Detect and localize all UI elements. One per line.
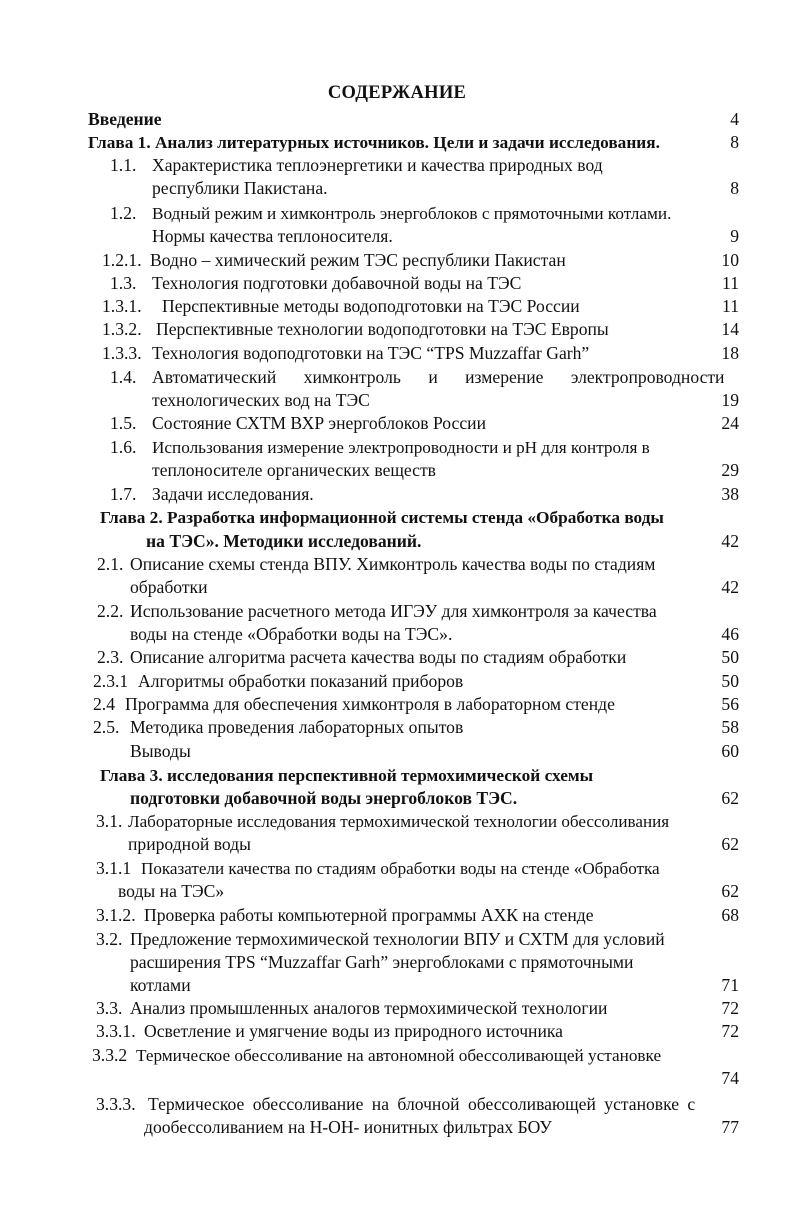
toc-page-number: 42 [721, 577, 739, 597]
toc-page-number: 9 [730, 226, 739, 246]
toc-page-number: 11 [722, 296, 739, 316]
toc-entry-number: 2.2. [97, 601, 124, 621]
toc-entry-number: 1.2.1. [102, 250, 142, 270]
toc-page-number: 62 [721, 881, 739, 901]
toc-chapter-heading-continued: подготовки добавочной воды энергоблоков ТЭС. [130, 788, 518, 808]
toc-entry-text: Проверка работы компьютерной программы АХК на стенде [144, 905, 594, 925]
toc-chapter-heading: Глава 2. Разработка информационной системы стенда «Обработка воды [100, 508, 664, 527]
toc-entry-text-continued: котлами [130, 975, 191, 995]
toc-chapter-heading [88, 131, 660, 154]
toc-entry-text: Предложение термохимической технологии ВПУ и СХТМ для условий [130, 929, 665, 949]
toc-entry-number: 2.4 [93, 694, 115, 714]
toc-entry-number: 2.1. [97, 554, 124, 574]
toc-entry-text: Водно – химический режим ТЭС республики Пакистан [150, 250, 566, 270]
toc-page-number: 72 [721, 998, 739, 1018]
toc-entry-number: 3.1.2. [96, 905, 136, 925]
toc-page-number: 11 [722, 273, 739, 293]
toc-page-number: 58 [721, 717, 739, 737]
toc-entry-text: Перспективные технологии водоподготовки на ТЭС Европы [156, 319, 609, 339]
toc-entry-number: 1.3.1. [102, 296, 142, 316]
toc-entry-text-full: Термическое обессоливание на блочной обессоливающей установке с [148, 1094, 696, 1114]
toc-page-number: 62 [721, 788, 739, 808]
page-title: СОДЕРЖАНИЕ [327, 83, 467, 103]
toc-entry [88, 108, 162, 131]
toc-entry-text: Методика проведения лабораторных опытов [130, 717, 464, 737]
toc-chapter-heading: Глава 3. исследования перспективной термохимической схемы [100, 766, 594, 785]
toc-page-number: 19 [721, 390, 739, 410]
toc-entry-text: Показатели качества по стадиям обработки воды на стенде «Обработка [141, 859, 660, 878]
toc-entry-text: Введение [88, 109, 162, 129]
toc-entry-number: 2.3.1 [93, 671, 129, 691]
toc-entry-text-continued: теплоносителе органических веществ [152, 460, 436, 480]
toc-entry-text: Перспективные методы водоподготовки на ТЭС России [162, 296, 580, 316]
toc-entry-text: Состояние СХТМ ВХР энергоблоков России [152, 413, 486, 433]
toc-entry-text: Анализ промышленных аналогов термохимической технологии [130, 998, 608, 1018]
toc-entry-number: 2.5. [93, 717, 120, 737]
toc-entry-text [148, 1093, 739, 1116]
toc-entry-text: Технология подготовки добавочной воды на ТЭС [152, 273, 522, 293]
toc-entry-number: 3.3.1. [96, 1021, 136, 1041]
toc-entry-number: 1.1. [110, 155, 137, 175]
toc-page-number: 38 [721, 484, 739, 504]
toc-page-number: 46 [721, 624, 739, 644]
toc-entry-number: 3.3. [96, 998, 123, 1018]
toc-entry-text: Использования измерение электропроводности и pH для контроля в [152, 438, 650, 457]
toc-entry-text-full: Автоматический химконтроль и измерение электропроводности [152, 367, 725, 387]
toc-entry-number: 3.1.1 [96, 858, 132, 878]
toc-entry-number: 1.7. [110, 484, 137, 504]
toc-chapter-heading-continued: на ТЭС». Методики исследований. [146, 531, 422, 551]
toc-entry-text-continued: воды на ТЭС» [118, 881, 225, 901]
toc-entry-text-continued: дообессоливанием на Н-ОН- ионитных фильтрах БОУ [144, 1117, 552, 1137]
toc-entry-text-continued: технологических вод на ТЭС [152, 390, 370, 410]
toc-entry-number: 1.3.2. [102, 319, 142, 339]
toc-page-number: 18 [721, 343, 739, 363]
toc-page-number: 10 [721, 250, 739, 270]
toc-entry-number: 1.2. [110, 203, 137, 223]
toc-entry-number: 1.6. [110, 437, 137, 457]
toc-entry-text: Алгоритмы обработки показаний приборов [138, 671, 464, 691]
toc-entry-text-continued: республики Пакистана. [152, 178, 328, 198]
toc-entry-text: Глава 1. Анализ литературных источников. Цели и задачи исследования. [88, 133, 660, 152]
toc-page-number: 4 [730, 109, 739, 129]
toc-entry-text-continued: воды на стенде «Обработки воды на ТЭС». [130, 624, 453, 644]
toc-page-number: 29 [721, 460, 739, 480]
toc-entry-text: Водный режим и химконтроль энергоблоков с прямоточными котлами. [152, 204, 672, 223]
toc-entry-text: Технология водоподготовки на ТЭС “TPS Muzzaffar Garh” [152, 343, 590, 363]
toc-entry-text: Задачи исследования. [152, 484, 314, 504]
toc-entry-number: 3.3.2 [92, 1045, 128, 1065]
toc-entry-text: Описание алгоритма расчета качества воды по стадиям обработки [130, 647, 627, 667]
toc-entry-number: 3.2. [96, 929, 123, 949]
toc-entry-text-continued: природной воды [128, 834, 251, 854]
toc-entry-text-continued: обработки [130, 577, 208, 597]
toc-entry-text: Лабораторные исследования термохимической технологии обессоливания [128, 812, 670, 831]
toc-page-number: 68 [721, 905, 739, 925]
toc-entry-number: 1.4. [110, 367, 137, 387]
toc-page-number: 77 [721, 1117, 739, 1137]
toc-page-number: 8 [730, 132, 739, 152]
toc-page-number: 62 [721, 834, 739, 854]
toc-entry-number: 1.5. [110, 413, 137, 433]
toc-entry-text: Термическое обессоливание на автономной обессоливающей установке [136, 1046, 662, 1065]
toc-page-number: 14 [721, 319, 739, 339]
toc-entry-number: 1.3.3. [102, 343, 142, 363]
toc-entry-number: 2.3. [97, 647, 124, 667]
toc-entry-text-continued: расширения TPS “Muzzaffar Garh” энергоблоками с прямоточными [130, 952, 634, 972]
toc-page-number: 60 [721, 741, 739, 761]
toc-entry-number: 3.1. [96, 811, 123, 831]
toc-entry-text: Характеристика теплоэнергетики и качества природных вод [152, 155, 603, 175]
toc-page-number: 50 [721, 671, 739, 691]
toc-entry-text: Использование расчетного метода ИГЭУ для химконтроля за качества [130, 601, 657, 621]
toc-page-number: 24 [721, 413, 739, 433]
toc-page-number: 8 [730, 178, 739, 198]
toc-entry-text-continued: Нормы качества теплоносителя. [152, 226, 393, 246]
toc-entry-number: 1.3. [110, 273, 137, 293]
toc-entry-text: Программа для обеспечения химконтроля в лабораторном стенде [125, 694, 615, 714]
toc-entry-text: Осветление и умягчение воды из природного источника [144, 1021, 563, 1041]
toc-entry-number: 3.3.3. [96, 1094, 136, 1114]
toc-page-number: 72 [721, 1021, 739, 1041]
toc-page-number: 74 [721, 1068, 739, 1088]
toc-page-number: 42 [721, 531, 739, 551]
toc-page-number: 50 [721, 647, 739, 667]
toc-page-number: 56 [721, 694, 739, 714]
toc-page-number: 71 [721, 975, 739, 995]
toc-entry-text: Описание схемы стенда ВПУ. Химконтроль качества воды по стадиям [130, 554, 656, 574]
toc-entry-text [152, 366, 739, 389]
toc-entry-text: Выводы [130, 741, 191, 761]
